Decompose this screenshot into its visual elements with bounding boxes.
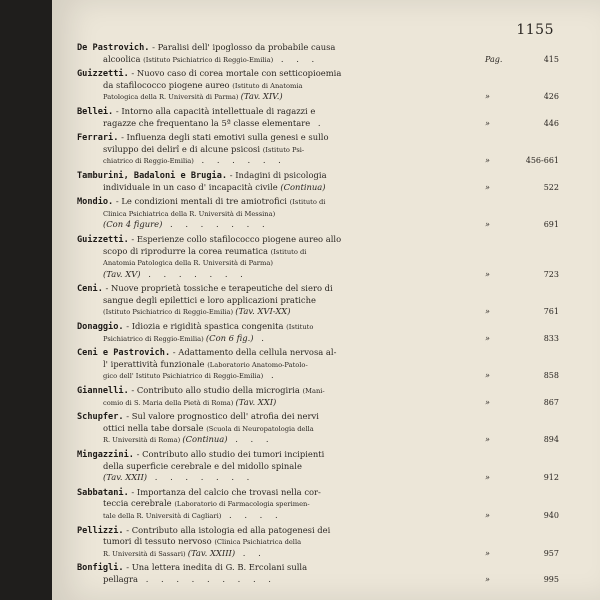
- table-of-contents: [77, 42, 567, 589]
- toc-entry-line: [77, 257, 567, 269]
- toc-entry-line-text: [77, 91, 462, 104]
- ditto-mark: »: [485, 156, 490, 166]
- entry-institution: R. Università di Roma): [103, 436, 183, 445]
- toc-entry-line: [77, 321, 567, 333]
- toc-entry-line-text: [77, 333, 462, 346]
- entry-note: (Tav. XVI-XX): [235, 306, 291, 317]
- leader-dots: .: [253, 332, 269, 343]
- leader-dots: .: [263, 370, 279, 381]
- entry-title-text: - Sul valore prognostico dell' atrofia dei nervi: [123, 411, 319, 422]
- page-reference-number: 894: [543, 435, 559, 445]
- entry-institution: (Laboratorio Anatomo-Patolo-: [207, 360, 308, 369]
- entry-author: Guizzetti.: [77, 234, 129, 245]
- toc-entry: [77, 132, 567, 167]
- toc-entry-line: [77, 498, 567, 510]
- entry-institution: (Istituto Psichiatrico di Reggio-Emilia): [103, 308, 236, 317]
- toc-entry: [77, 106, 567, 129]
- entry-note: (Tav. XXI): [235, 396, 277, 407]
- toc-entry: [77, 525, 567, 560]
- entry-note: (Tav. XXII): [103, 472, 148, 483]
- toc-entry: [77, 562, 567, 585]
- toc-entry-line: [77, 68, 567, 80]
- toc-entry-line-text: [77, 370, 462, 383]
- entry-title-text: - Importanza del calcio che trovasi nella cor-: [128, 486, 321, 497]
- entry-institution: Psichiatrico di Reggio-Emilia): [103, 334, 206, 343]
- entry-author: Schupfer.: [77, 412, 124, 423]
- page-reference: [467, 182, 567, 194]
- leader-dots: . . .: [273, 53, 320, 64]
- page-reference: [467, 510, 567, 522]
- toc-entry-line: [77, 306, 567, 318]
- toc-entry-line: [77, 106, 567, 118]
- toc-entry-line: [77, 246, 567, 258]
- entry-author: De Pastrovich.: [77, 43, 150, 53]
- entry-institution: chiatrico di Reggio-Emilia): [103, 157, 194, 166]
- ditto-mark: »: [485, 510, 490, 520]
- entry-institution: (Istituto di: [270, 247, 307, 256]
- entry-title-text: pellagra: [103, 573, 139, 584]
- page-reference: [467, 397, 567, 409]
- toc-entry-line: [77, 385, 567, 397]
- leader-dots: . .: [235, 547, 266, 558]
- entry-institution: (Istituto di Anatomia: [232, 81, 303, 90]
- entry-title-text: - Nuovo caso di corea mortale con setticopioemia: [128, 68, 342, 79]
- toc-entry-line: [77, 370, 567, 382]
- toc-entry-line: [77, 234, 567, 246]
- entry-title-text: - Paralisi dell' ipoglosso da probabile causa: [149, 42, 336, 52]
- toc-entry-line: [77, 155, 567, 167]
- ditto-mark: »: [485, 220, 490, 230]
- toc-entry-line: [77, 434, 567, 446]
- toc-entry-line: [77, 219, 567, 231]
- page-reference: [467, 118, 567, 130]
- entry-institution: (Istituto Psichiatrico di Reggio-Emilia): [143, 55, 274, 64]
- toc-entry-line: [77, 525, 567, 537]
- toc-entry-line-text: [77, 397, 462, 410]
- toc-entry-line: [77, 548, 567, 560]
- entry-note: (Tav. XV): [103, 268, 141, 279]
- entry-author: Mondio.: [77, 197, 114, 208]
- toc-entry-line: [77, 510, 567, 522]
- ditto-mark: »: [485, 307, 490, 317]
- toc-entry-line: [77, 269, 567, 281]
- toc-entry-line: [77, 574, 567, 586]
- toc-entry-line: [77, 208, 567, 220]
- page-reference-number: 446: [543, 118, 559, 128]
- toc-entry-line-text: [77, 295, 462, 307]
- toc-entry-line: [77, 536, 567, 548]
- entry-institution: (Mani-: [302, 387, 325, 396]
- entry-title-text: scopo di riprodurre la corea reumatica: [103, 245, 271, 256]
- page-reference-number: 426: [543, 92, 559, 102]
- toc-entry-line-text: [77, 155, 462, 168]
- entry-title-text: ragazze che frequentano la 5ª classe elementare: [103, 117, 311, 128]
- toc-entry-line-text: [77, 118, 462, 130]
- page-reference-number: 858: [543, 371, 559, 381]
- page-reference: [467, 548, 567, 560]
- entry-note: (Continua): [280, 181, 326, 192]
- toc-entry: [77, 170, 567, 193]
- toc-entry-line-text: [77, 182, 462, 194]
- entry-title-text: ottici nella tabe dorsale: [103, 422, 207, 433]
- entry-title-text: - Le condizioni mentali di tre amiotrofici: [113, 196, 290, 207]
- page-reference: [467, 434, 567, 446]
- toc-entry-line: [77, 397, 567, 409]
- toc-entry-line: [77, 80, 567, 92]
- ditto-mark: »: [485, 182, 490, 192]
- entry-title-text: - Contributo allo studio della microgiria: [128, 385, 303, 396]
- toc-entry-line-text: [77, 54, 462, 67]
- ditto-mark: »: [485, 118, 490, 128]
- entry-institution: Patologica della R. Università di Parma): [103, 93, 241, 102]
- page-reference-number: 415: [543, 54, 559, 64]
- page-reference-number: 691: [543, 220, 559, 230]
- leader-dots: . . . . . . .: [147, 472, 255, 483]
- ditto-mark: »: [485, 574, 490, 584]
- page-reference: [467, 333, 567, 345]
- page-reference: [467, 472, 567, 484]
- entry-institution: (Clinica Psichiatrica della: [214, 538, 302, 547]
- toc-entry-line: [77, 132, 567, 144]
- entry-note: (Tav. XIV.): [240, 91, 283, 102]
- entry-institution: tale della R. Università di Cagliari): [103, 511, 222, 520]
- toc-entry: [77, 234, 567, 280]
- page-reference-number: 912: [543, 473, 559, 483]
- toc-entry-line: [77, 411, 567, 423]
- toc-entry-line: [77, 359, 567, 371]
- entry-author: Mingazzini.: [77, 450, 134, 460]
- page-reference-number: 957: [543, 548, 559, 558]
- entry-author: Ceni e Pastrovich.: [77, 348, 171, 359]
- entry-author: Bellei.: [77, 106, 114, 117]
- entry-institution: (Istituto Psi-: [262, 145, 305, 154]
- toc-entry-line: [77, 423, 567, 435]
- entry-note: (Con 4 figure): [103, 219, 163, 230]
- toc-entry-line: [77, 562, 567, 574]
- entry-title-text: - Una lettera inedita di G. B. Ercolani sulla: [123, 562, 308, 573]
- toc-entry-line: [77, 449, 567, 461]
- ditto-mark: »: [485, 92, 490, 102]
- toc-entry-line: [77, 472, 567, 484]
- entry-note: (Tav. XXIII): [187, 547, 236, 558]
- page-reference: [467, 219, 567, 231]
- page-reference-number: 995: [543, 574, 559, 584]
- toc-entry-line: [77, 170, 567, 182]
- book-page: [52, 0, 600, 600]
- ditto-mark: »: [485, 333, 490, 343]
- entry-note: (Continua): [182, 434, 228, 445]
- entry-title-text: - Adattamento della cellula nervosa al-: [170, 347, 337, 358]
- entry-institution: comio di S. Maria della Pietà di Roma): [103, 398, 236, 407]
- entry-institution: gico dell' Istituto Psichiatrico di Reggio-Emilia): [103, 372, 264, 381]
- toc-entry-line-text: [77, 269, 462, 281]
- page-reference: [467, 91, 567, 103]
- leader-dots: . . . . . .: [193, 155, 286, 166]
- toc-entry-line: [77, 42, 567, 54]
- page-reference-number: 833: [543, 333, 559, 343]
- toc-entry-line-text: [77, 472, 462, 484]
- toc-entry-line-text: [77, 434, 462, 447]
- entry-author: Sabbatani.: [77, 487, 129, 498]
- leader-dots: . . . . . . .: [162, 219, 270, 230]
- toc-entry: [77, 321, 567, 344]
- leader-dots: . . .: [227, 434, 274, 445]
- entry-author: Giannelli.: [77, 386, 129, 397]
- ditto-mark: »: [485, 397, 490, 407]
- ditto-mark: »: [485, 269, 490, 279]
- entry-title-text: l' iperattività funzionale: [103, 358, 208, 369]
- toc-entry: [77, 196, 567, 231]
- entry-title-text: teccia cerebrale: [103, 498, 175, 509]
- entry-institution: (Istituto di: [289, 198, 326, 207]
- page-reference-number: 456-661: [525, 156, 559, 166]
- entry-institution: Clinica Psichiatrica della R. Università di Messina): [103, 209, 276, 218]
- entry-institution: (Laboratorio di Farmacologia sperimen-: [174, 500, 310, 509]
- ditto-mark: »: [485, 473, 490, 483]
- entry-title-text: alcoolica: [103, 53, 144, 64]
- page-reference: [467, 574, 567, 586]
- page-reference-number: 940: [543, 510, 559, 520]
- toc-entry-line: [77, 283, 567, 295]
- ditto-mark: »: [485, 371, 490, 381]
- toc-entry: [77, 347, 567, 382]
- entry-title-text: sviluppo dei delirî e di alcune psicosi: [103, 143, 263, 154]
- entry-author: Bonfigli.: [77, 563, 124, 574]
- page-reference-number: 867: [543, 397, 559, 407]
- entry-title-text: individuale in un caso d' incapacità civile: [103, 181, 281, 192]
- toc-entry-line: [77, 182, 567, 194]
- entry-institution: Anatomia Patologica della R. Università di Parma): [103, 259, 273, 268]
- toc-entry-line-text: [77, 219, 462, 231]
- entry-title-text: da stafilococco piogene aureo: [103, 79, 233, 90]
- toc-entry-line: [77, 91, 567, 103]
- page-prefix: Pag.: [485, 54, 503, 64]
- page-reference: [467, 370, 567, 382]
- toc-entry-line: [77, 54, 567, 66]
- entry-institution: (Scuola di Neuropatologia della: [206, 424, 314, 433]
- entry-note: (Con 6 fig.): [205, 332, 254, 343]
- entry-author: Guizzetti.: [77, 69, 129, 80]
- toc-entry-line: [77, 196, 567, 208]
- entry-title-text: - Intorno alla capacità intellettuale di ragazzi e: [113, 105, 316, 116]
- toc-entry-line: [77, 347, 567, 359]
- page-number: 1155: [516, 22, 554, 38]
- toc-entry-line: [77, 295, 567, 307]
- entry-title-text: - Influenza degli stati emotivi sulla genesi e sullo: [118, 132, 329, 143]
- toc-entry: [77, 385, 567, 408]
- toc-entry-line-text: [77, 574, 462, 586]
- toc-entry-line: [77, 333, 567, 345]
- page-reference-number: 723: [543, 269, 559, 279]
- toc-entry: [77, 283, 567, 318]
- leader-dots: .: [310, 117, 326, 128]
- leader-dots: . . . .: [221, 509, 283, 520]
- toc-entry: [77, 487, 567, 522]
- toc-entry: [77, 411, 567, 446]
- page-reference-number: 761: [543, 307, 559, 317]
- entry-title-text: - Esperienze collo stafilococco piogene aureo allo: [128, 233, 342, 244]
- entry-author: Ceni.: [77, 284, 103, 295]
- toc-entry-line-text: [77, 461, 462, 473]
- ditto-mark: »: [485, 548, 490, 558]
- entry-title-text: sangue degli epilettici e loro applicazioni pratiche: [103, 294, 316, 305]
- toc-entry: [77, 68, 567, 103]
- page-reference: [467, 54, 567, 66]
- toc-entry-line-text: [77, 306, 462, 319]
- toc-entry-line-text: [77, 548, 462, 561]
- entry-title-text: - Nuove proprietà tossiche e terapeutiche del siero di: [102, 283, 333, 294]
- entry-author: Pellizzi.: [77, 525, 124, 536]
- leader-dots: . . . . . . .: [140, 268, 248, 279]
- page-reference: [467, 269, 567, 281]
- page-reference-number: 522: [543, 182, 559, 192]
- entry-institution: (Istituto: [286, 323, 314, 332]
- toc-entry-line: [77, 461, 567, 473]
- entry-title-text: tumori di tessuto nervoso: [103, 536, 215, 547]
- toc-entry-line: [77, 144, 567, 156]
- entry-title-text: - Indagini di psicologia: [227, 169, 327, 180]
- entry-institution: R. Università di Sassari): [103, 549, 188, 558]
- leader-dots: . . . . . . . . .: [138, 573, 276, 584]
- toc-entry-line-text: [77, 510, 462, 523]
- entry-title-text: - Contributo alla istologia ed alla patogenesi dei: [123, 524, 331, 535]
- page-reference: [467, 155, 567, 167]
- page-reference: [467, 306, 567, 318]
- toc-entry-line: [77, 118, 567, 130]
- toc-entry-line: [77, 487, 567, 499]
- toc-entry: [77, 449, 567, 484]
- entry-title-text: della superficie cerebrale e del midollo spinale: [103, 460, 302, 471]
- entry-author: Ferrari.: [77, 133, 119, 144]
- entry-author: Donaggio.: [77, 322, 124, 333]
- entry-title-text: - Idiozia e rigidità spastica congenita: [123, 321, 287, 332]
- ditto-mark: »: [485, 435, 490, 445]
- toc-entry: [77, 42, 567, 65]
- entry-title-text: - Contributo allo studio dei tumori incipienti: [133, 449, 325, 459]
- entry-author: Tamburini, Badaloni e Brugia.: [77, 170, 228, 181]
